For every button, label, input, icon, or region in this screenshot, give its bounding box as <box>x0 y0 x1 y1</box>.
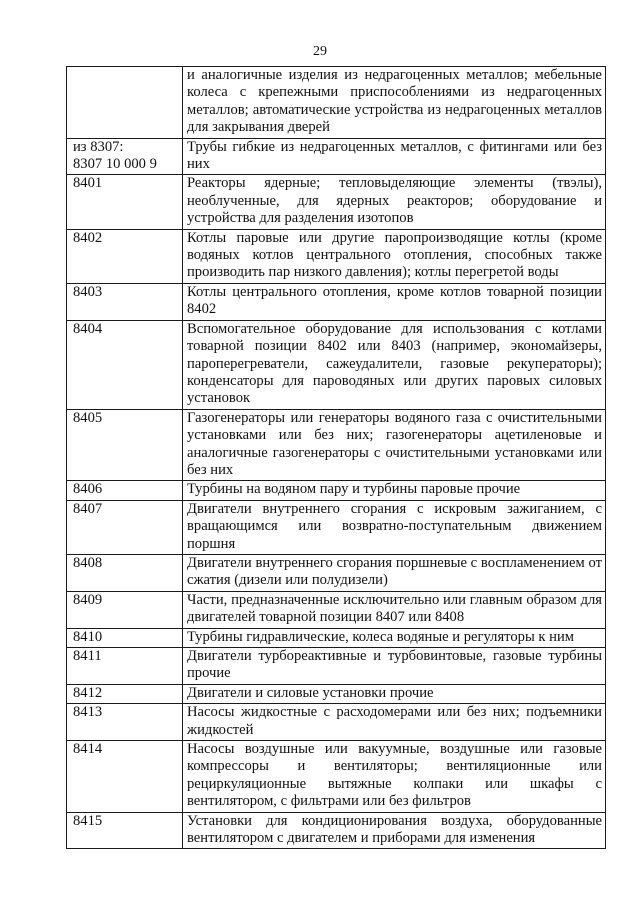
description-cell: Насосы воздушные или вакуумные, воздушные или газовые компрессоры и вентиляторы; вентиляционные или рециркуляционные вытяжные колпаки или шкафы с вентилятором, с фильтрами или без фильтров <box>183 741 606 813</box>
table-row <box>67 229 606 283</box>
code-cell: 8401 <box>67 175 183 229</box>
table-row <box>67 812 606 848</box>
table-row <box>67 175 606 229</box>
code-cell: 8411 <box>67 648 183 685</box>
code-cell: 8413 <box>67 704 183 741</box>
code-cell: 8406 <box>67 481 183 500</box>
table-row <box>67 648 606 685</box>
description-cell <box>183 812 606 848</box>
table-row <box>67 138 606 175</box>
tariff-codes-table <box>66 66 606 849</box>
description-cell: Котлы паровые или другие паропроизводящие котлы (кроме водяных котлов центрального отопления, способных также производить пар низкого давления); котлы перегретой воды <box>183 229 606 283</box>
code-cell: 8408 <box>67 554 183 591</box>
description-cell: Трубы гибкие из недрагоценных металлов, с фитингами или без них <box>183 138 606 175</box>
table-row <box>67 481 606 500</box>
table-row <box>67 591 606 628</box>
description-cell: Газогенераторы или генераторы водяного газа с очистительными установками или без них; газогенераторы ацетиленовые и аналогичные газогенераторы с очистительными установками или без них <box>183 409 606 481</box>
description-cell: Двигатели внутреннего сгорания с искровым зажиганием, с вращающимся или возвратно-поступательным движением поршня <box>183 500 606 554</box>
description-cell: Котлы центрального отопления, кроме котлов товарной позиции 8402 <box>183 283 606 320</box>
description-cell: Части, предназначенные исключительно или главным образом для двигателей товарной позиции 8407 или 8408 <box>183 591 606 628</box>
code-cell: 8407 <box>67 500 183 554</box>
code-cell <box>67 67 183 139</box>
description-text: Установки для кондиционирования воздуха, оборудованные вентилятором с двигателем и приборами для изменения <box>187 812 602 847</box>
table-row <box>67 684 606 703</box>
description-cell: Двигатели турбореактивные и турбовинтовые, газовые турбины прочие <box>183 648 606 685</box>
code-cell: 8414 <box>67 741 183 813</box>
description-cell: Насосы жидкостные с расходомерами или без них; подъемники жидкостей <box>183 704 606 741</box>
page-number: 29 <box>313 44 327 59</box>
description-cell: Турбины на водяном пару и турбины паровые прочие <box>183 481 606 500</box>
code-cell: 8405 <box>67 409 183 481</box>
code-cell: 8409 <box>67 591 183 628</box>
description-cell: Турбины гидравлические, колеса водяные и регуляторы к ним <box>183 628 606 647</box>
table-row <box>67 741 606 813</box>
table-row <box>67 704 606 741</box>
table-row <box>67 554 606 591</box>
code-cell: 8412 <box>67 684 183 703</box>
description-cell: и аналогичные изделия из недрагоценных металлов; мебельные колеса с крепежными приспособлениями из недрагоценных металлов; автоматические устройства из недрагоценных металлов для закрывания дверей <box>183 67 606 139</box>
table-row <box>67 500 606 554</box>
code-cell: 8403 <box>67 283 183 320</box>
description-cell: Двигатели внутреннего сгорания поршневые с воспламенением от сжатия (дизели или полудизели) <box>183 554 606 591</box>
code-cell: 8410 <box>67 628 183 647</box>
code-cell: 8415 <box>67 812 183 848</box>
table-row <box>67 409 606 481</box>
description-cell: Реакторы ядерные; тепловыделяющие элементы (твэлы), необлученные, для ядерных реакторов; оборудование и устройства для разделения изотопов <box>183 175 606 229</box>
description-cell: Двигатели и силовые установки прочие <box>183 684 606 703</box>
table-row <box>67 628 606 647</box>
table-row <box>67 320 606 409</box>
code-cell: 8404 <box>67 320 183 409</box>
table-row <box>67 283 606 320</box>
table-row <box>67 67 606 139</box>
description-cell: Вспомогательное оборудование для использования с котлами товарной позиции 8402 или 8403 (например, экономайзеры, пароперегреватели, сажеудалители, газовые рекуператоры); конденсаторы для пароводяных или других паровых силовых установок <box>183 320 606 409</box>
code-cell: из 8307: 8307 10 000 9 <box>67 138 183 175</box>
code-cell: 8402 <box>67 229 183 283</box>
